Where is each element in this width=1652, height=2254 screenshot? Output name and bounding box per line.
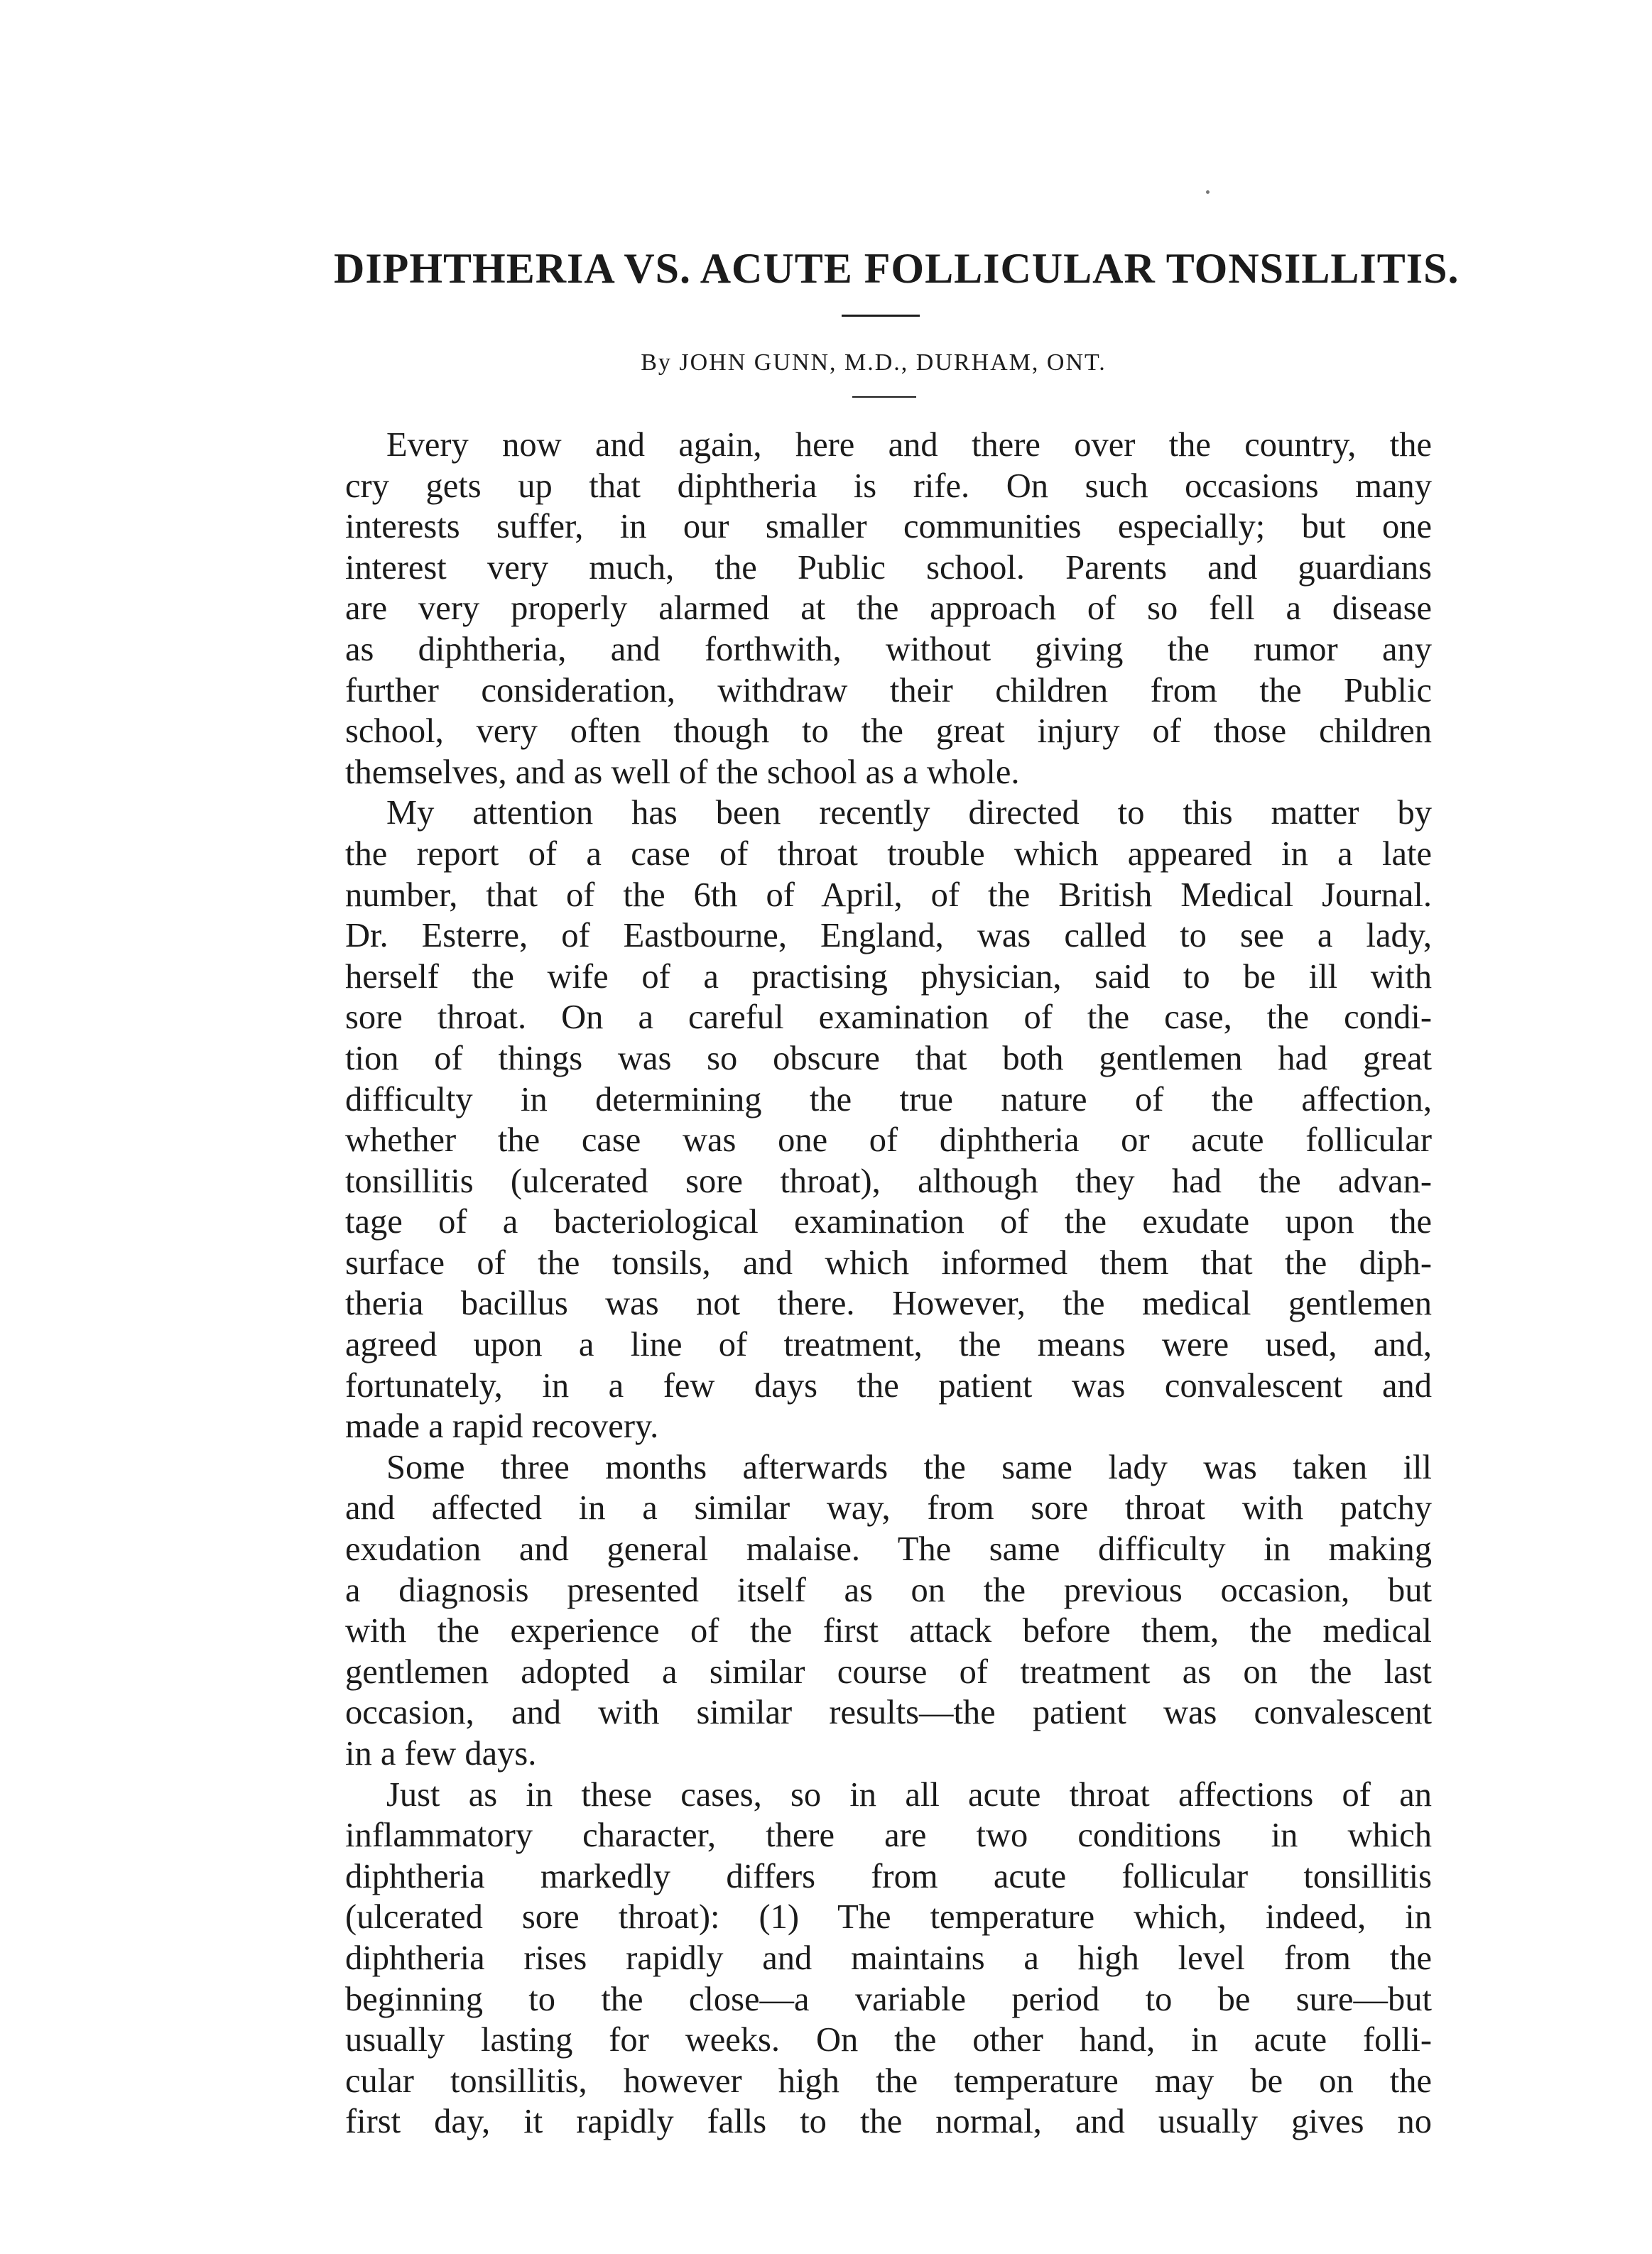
- text-line: surface of the tonsils, and which informed them that the diph-: [345, 1243, 1432, 1282]
- title-rule: [842, 315, 920, 317]
- text-line: (ulcerated sore throat): (1) The temperature which, indeed, in: [345, 1898, 1432, 1937]
- text-line: interests suffer, in our smaller communities especially; but one: [345, 508, 1432, 546]
- text-line: My attention has been recently directed to this matter by: [386, 794, 1432, 832]
- article-byline: By JOHN GUNN, M.D., DURHAM, ONT.: [641, 349, 1107, 376]
- text-line: cry gets up that diphtheria is rife. On such occasions many: [345, 467, 1432, 505]
- text-line: herself the wife of a practising physician, said to be ill with: [345, 957, 1432, 996]
- text-line: Dr. Esterre, of Eastbourne, England, was called to see a lady,: [345, 917, 1432, 955]
- text-line: theria bacillus was not there. However, the medical gentlemen: [345, 1285, 1432, 1323]
- text-line: fortunately, in a few days the patient was convalescent and: [345, 1366, 1432, 1405]
- page-speck: [1206, 190, 1210, 194]
- text-line: exudation and general malaise. The same difficulty in making: [345, 1530, 1432, 1569]
- text-line: the report of a case of throat trouble which appeared in a late: [345, 834, 1432, 873]
- text-line: Every now and again, here and there over the country, the: [386, 426, 1432, 464]
- text-line: themselves, and as well of the school as a whole.: [345, 753, 1020, 791]
- text-line: occasion, and with similar results—the patient was convalescent: [345, 1694, 1432, 1732]
- text-line: difficulty in determining the true nature of the affection,: [345, 1080, 1432, 1118]
- text-line: agreed upon a line of treatment, the means were used, and,: [345, 1326, 1432, 1364]
- text-line: whether the case was one of diphtheria or acute follicular: [345, 1121, 1432, 1160]
- text-line: gentlemen adopted a similar course of treatment as on the last: [345, 1653, 1432, 1691]
- text-line: first day, it rapidly falls to the normal, and usually gives no: [345, 2103, 1432, 2141]
- text-line: cular tonsillitis, however high the temperature may be on the: [345, 2062, 1432, 2100]
- text-line: a diagnosis presented itself as on the previous occasion, but: [345, 1571, 1432, 1609]
- text-line: number, that of the 6th of April, of the British Medical Journal.: [345, 876, 1432, 914]
- text-line: diphtheria rises rapidly and maintains a high level from the: [345, 1939, 1432, 1977]
- text-line: diphtheria markedly differs from acute follicular tonsillitis: [345, 1857, 1432, 1895]
- paragraph-3: [345, 1447, 1432, 1775]
- text-line: with the experience of the first attack before them, the medical: [345, 1612, 1432, 1650]
- text-line: Some three months afterwards the same lady was taken ill: [386, 1448, 1432, 1486]
- text-line: tonsillitis (ulcerated sore throat), although they had the advan-: [345, 1162, 1432, 1200]
- text-line: Just as in these cases, so in all acute throat affections of an: [386, 1775, 1432, 1814]
- article-body: [345, 425, 1432, 2143]
- text-line: in a few days.: [345, 1735, 537, 1773]
- text-line: and affected in a similar way, from sore throat with patchy: [345, 1489, 1432, 1528]
- text-line: tage of a bacteriological examination of the exudate upon the: [345, 1203, 1432, 1241]
- paragraph-2: [345, 793, 1432, 1447]
- text-line: sore throat. On a careful examination of the case, the condi-: [345, 998, 1432, 1037]
- text-line: further consideration, withdraw their children from the Public: [345, 671, 1432, 709]
- text-line: school, very often though to the great injury of those children: [345, 712, 1432, 751]
- text-line: made a rapid recovery.: [345, 1408, 659, 1446]
- text-line: usually lasting for weeks. On the other hand, in acute folli-: [345, 2021, 1432, 2059]
- paragraph-4: [345, 1775, 1432, 2143]
- text-line: are very properly alarmed at the approach of so fell a disease: [345, 589, 1432, 628]
- paragraph-1: [345, 425, 1432, 793]
- text-line: tion of things was so obscure that both gentlemen had great: [345, 1039, 1432, 1077]
- byline-rule: [852, 396, 916, 398]
- text-line: interest very much, the Public school. Parents and guardians: [345, 548, 1432, 587]
- text-line: inflammatory character, there are two conditions in which: [345, 1817, 1432, 1855]
- article-title: DIPHTHERIA VS. ACUTE FOLLICULAR TONSILLITIS.: [334, 245, 1460, 292]
- text-line: beginning to the close—a variable period to be sure—but: [345, 1980, 1432, 2018]
- text-line: as diphtheria, and forthwith, without giving the rumor any: [345, 630, 1432, 668]
